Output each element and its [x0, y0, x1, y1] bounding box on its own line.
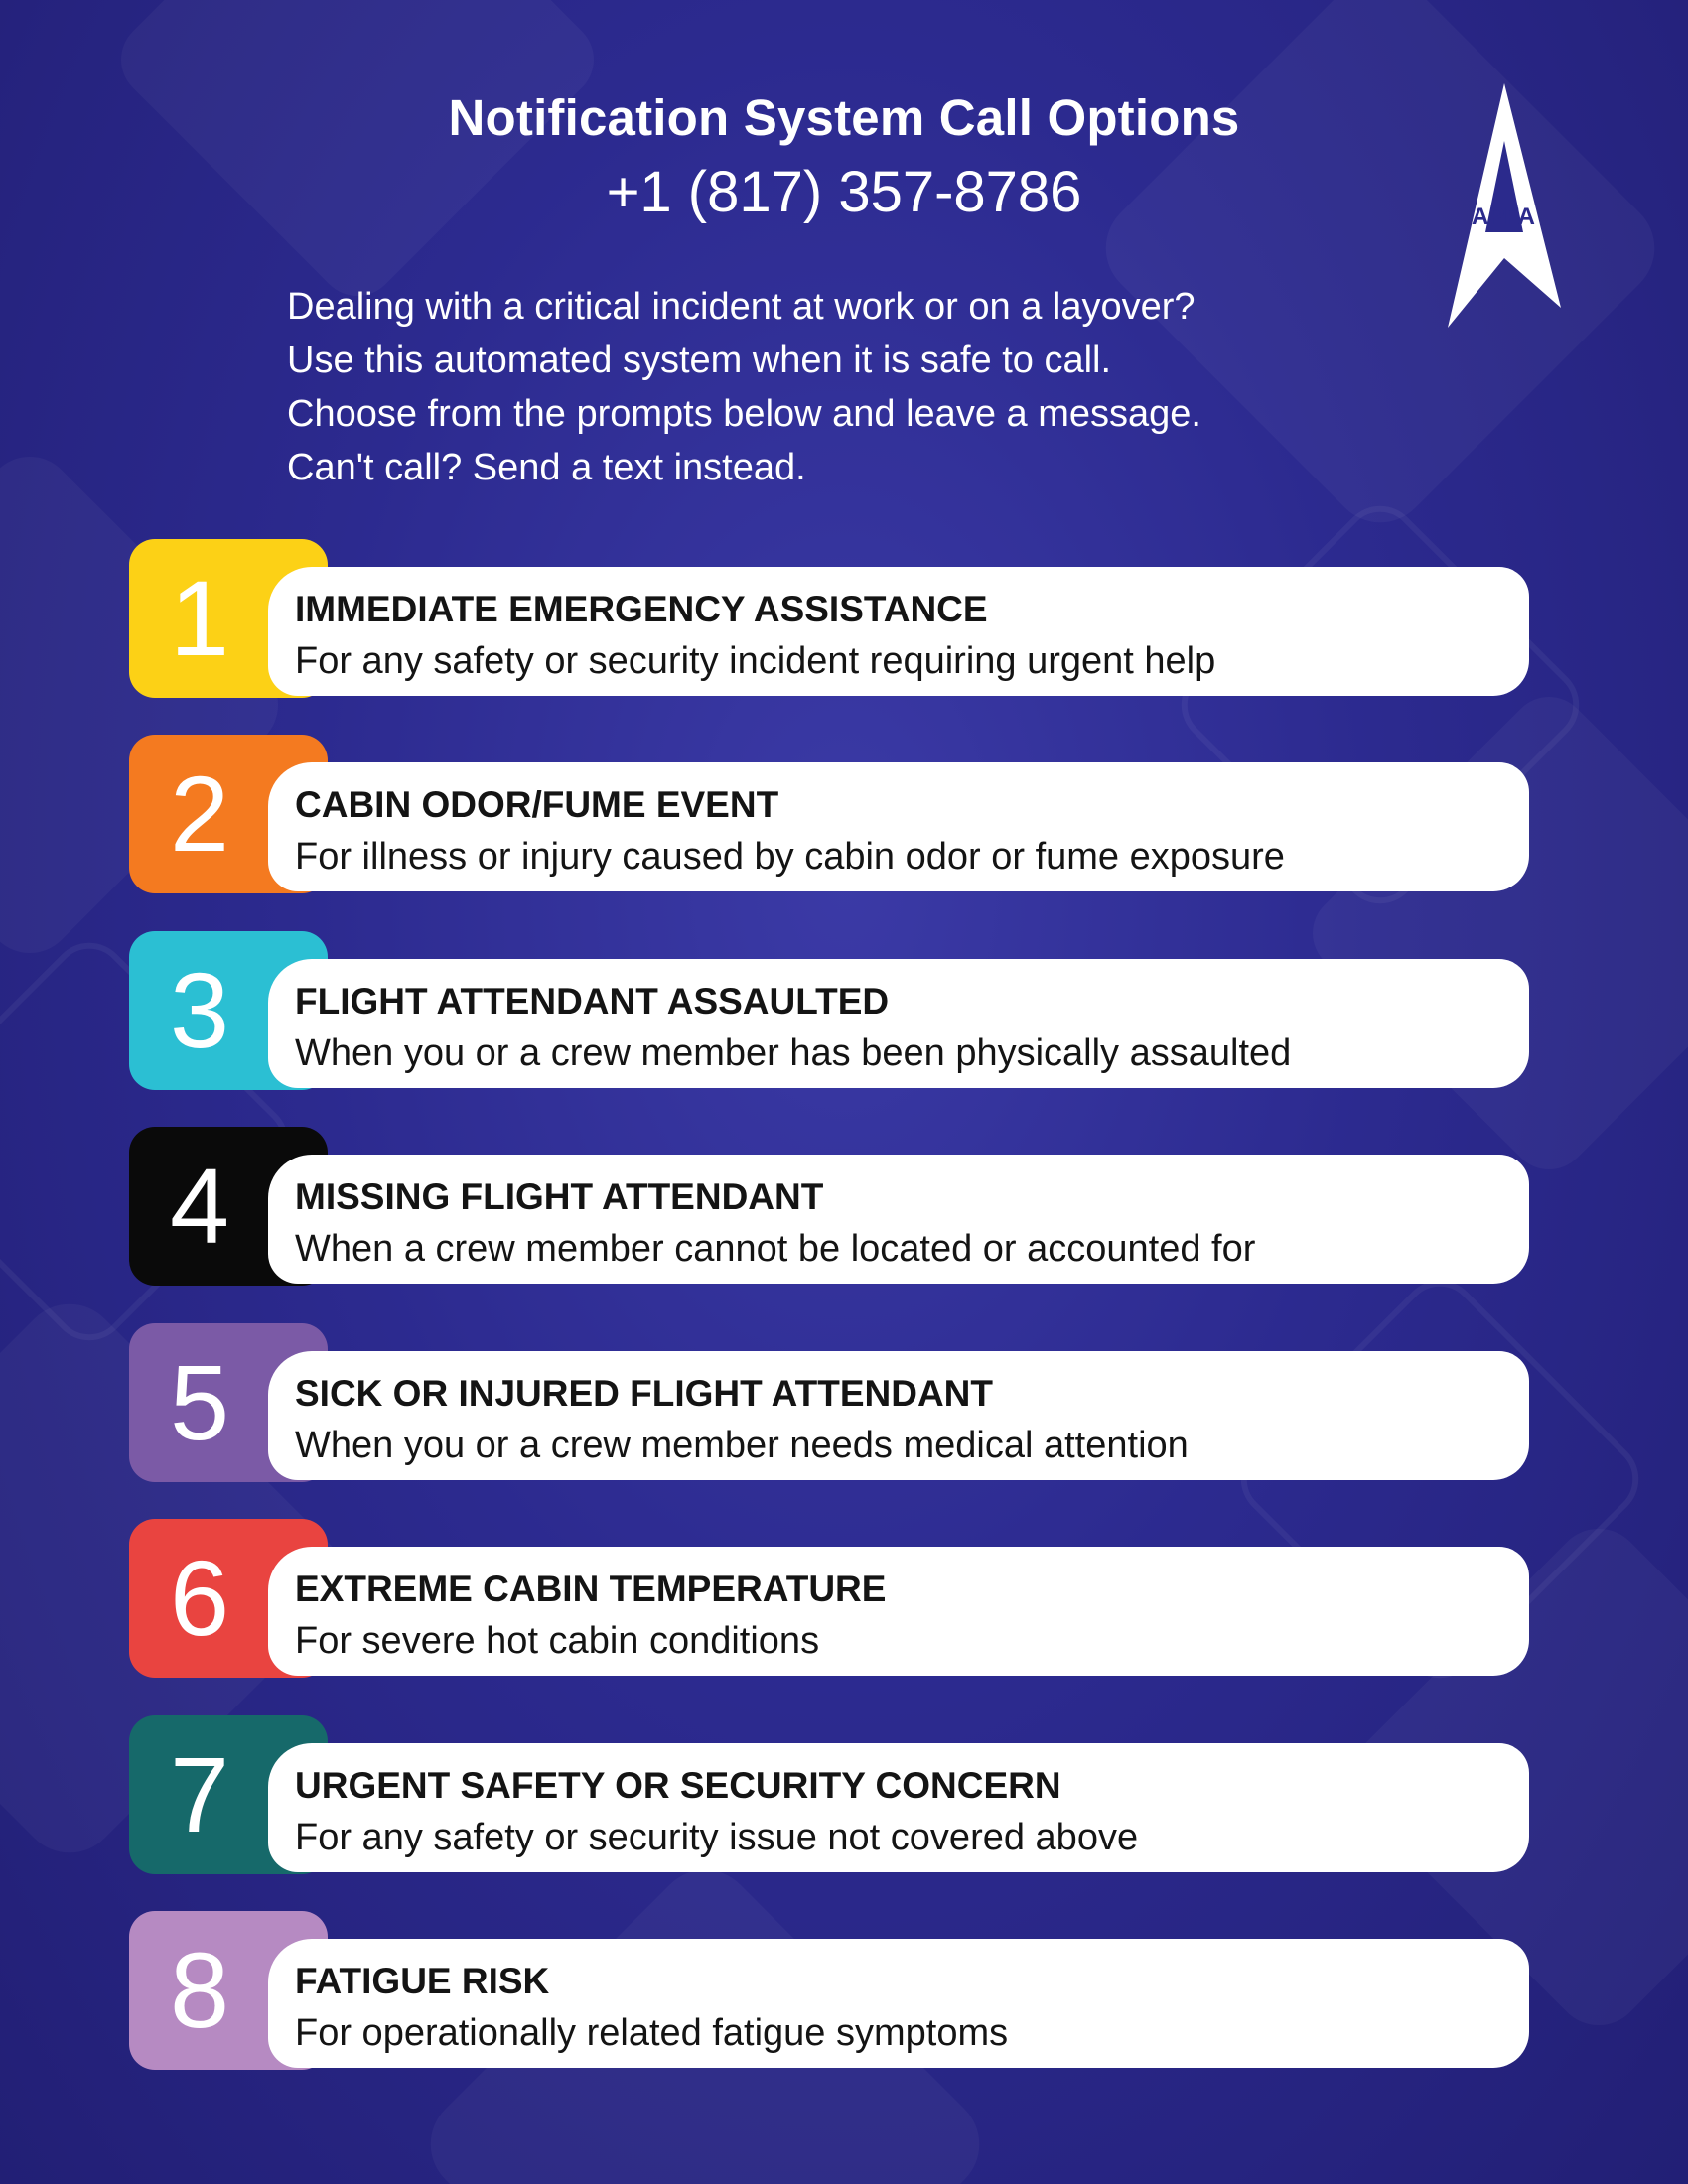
option-2[interactable] [129, 735, 1529, 893]
option-description: For severe hot cabin conditions [295, 1620, 820, 1662]
option-number: 5 [169, 1342, 230, 1462]
option-3[interactable] [129, 931, 1529, 1090]
option-title: FLIGHT ATTENDANT ASSAULTED [295, 981, 890, 1022]
option-description: For any safety or security incident requiring urgent help [295, 640, 1216, 682]
intro-text [287, 280, 1429, 494]
option-1[interactable] [129, 539, 1529, 698]
option-description: For any safety or security issue not covered above [295, 1817, 1139, 1858]
option-title: URGENT SAFETY OR SECURITY CONCERN [295, 1765, 1061, 1806]
option-description: When a crew member cannot be located or accounted for [295, 1228, 1256, 1270]
option-title: CABIN ODOR/FUME EVENT [295, 784, 779, 825]
option-number: 6 [169, 1538, 230, 1658]
option-title: MISSING FLIGHT ATTENDANT [295, 1176, 824, 1217]
option-title: SICK OR INJURED FLIGHT ATTENDANT [295, 1373, 993, 1414]
intro-line: Dealing with a critical incident at work or on a layover? [287, 286, 1196, 328]
option-6[interactable] [129, 1519, 1529, 1678]
logo-text: APFA [1471, 204, 1535, 230]
option-8[interactable] [129, 1911, 1529, 2070]
option-title: IMMEDIATE EMERGENCY ASSISTANCE [295, 589, 988, 629]
option-number: 4 [169, 1146, 230, 1266]
option-number: 3 [169, 950, 230, 1070]
intro-line: Choose from the prompts below and leave a message. [287, 393, 1201, 435]
option-title: FATIGUE RISK [295, 1961, 550, 2001]
intro-line: Can't call? Send a text instead. [287, 447, 806, 488]
option-description: When you or a crew member needs medical attention [295, 1425, 1189, 1466]
header [0, 87, 1688, 227]
option-number: 2 [169, 753, 230, 874]
phone-number: +1 (817) 357-8786 [606, 160, 1082, 225]
option-7[interactable] [129, 1715, 1529, 1874]
option-number: 7 [169, 1734, 230, 1854]
option-description: When you or a crew member has been physically assaulted [295, 1032, 1292, 1074]
intro-line: Use this automated system when it is safe to call. [287, 340, 1112, 381]
option-description: For operationally related fatigue symptoms [295, 2012, 1009, 2054]
option-number: 8 [169, 1930, 230, 2050]
page-title: Notification System Call Options [448, 89, 1240, 146]
option-4[interactable] [129, 1127, 1529, 1286]
option-description: For illness or injury caused by cabin odor or fume exposure [295, 836, 1285, 878]
option-5[interactable] [129, 1323, 1529, 1482]
option-title: EXTREME CABIN TEMPERATURE [295, 1569, 887, 1609]
option-number: 1 [169, 558, 230, 678]
